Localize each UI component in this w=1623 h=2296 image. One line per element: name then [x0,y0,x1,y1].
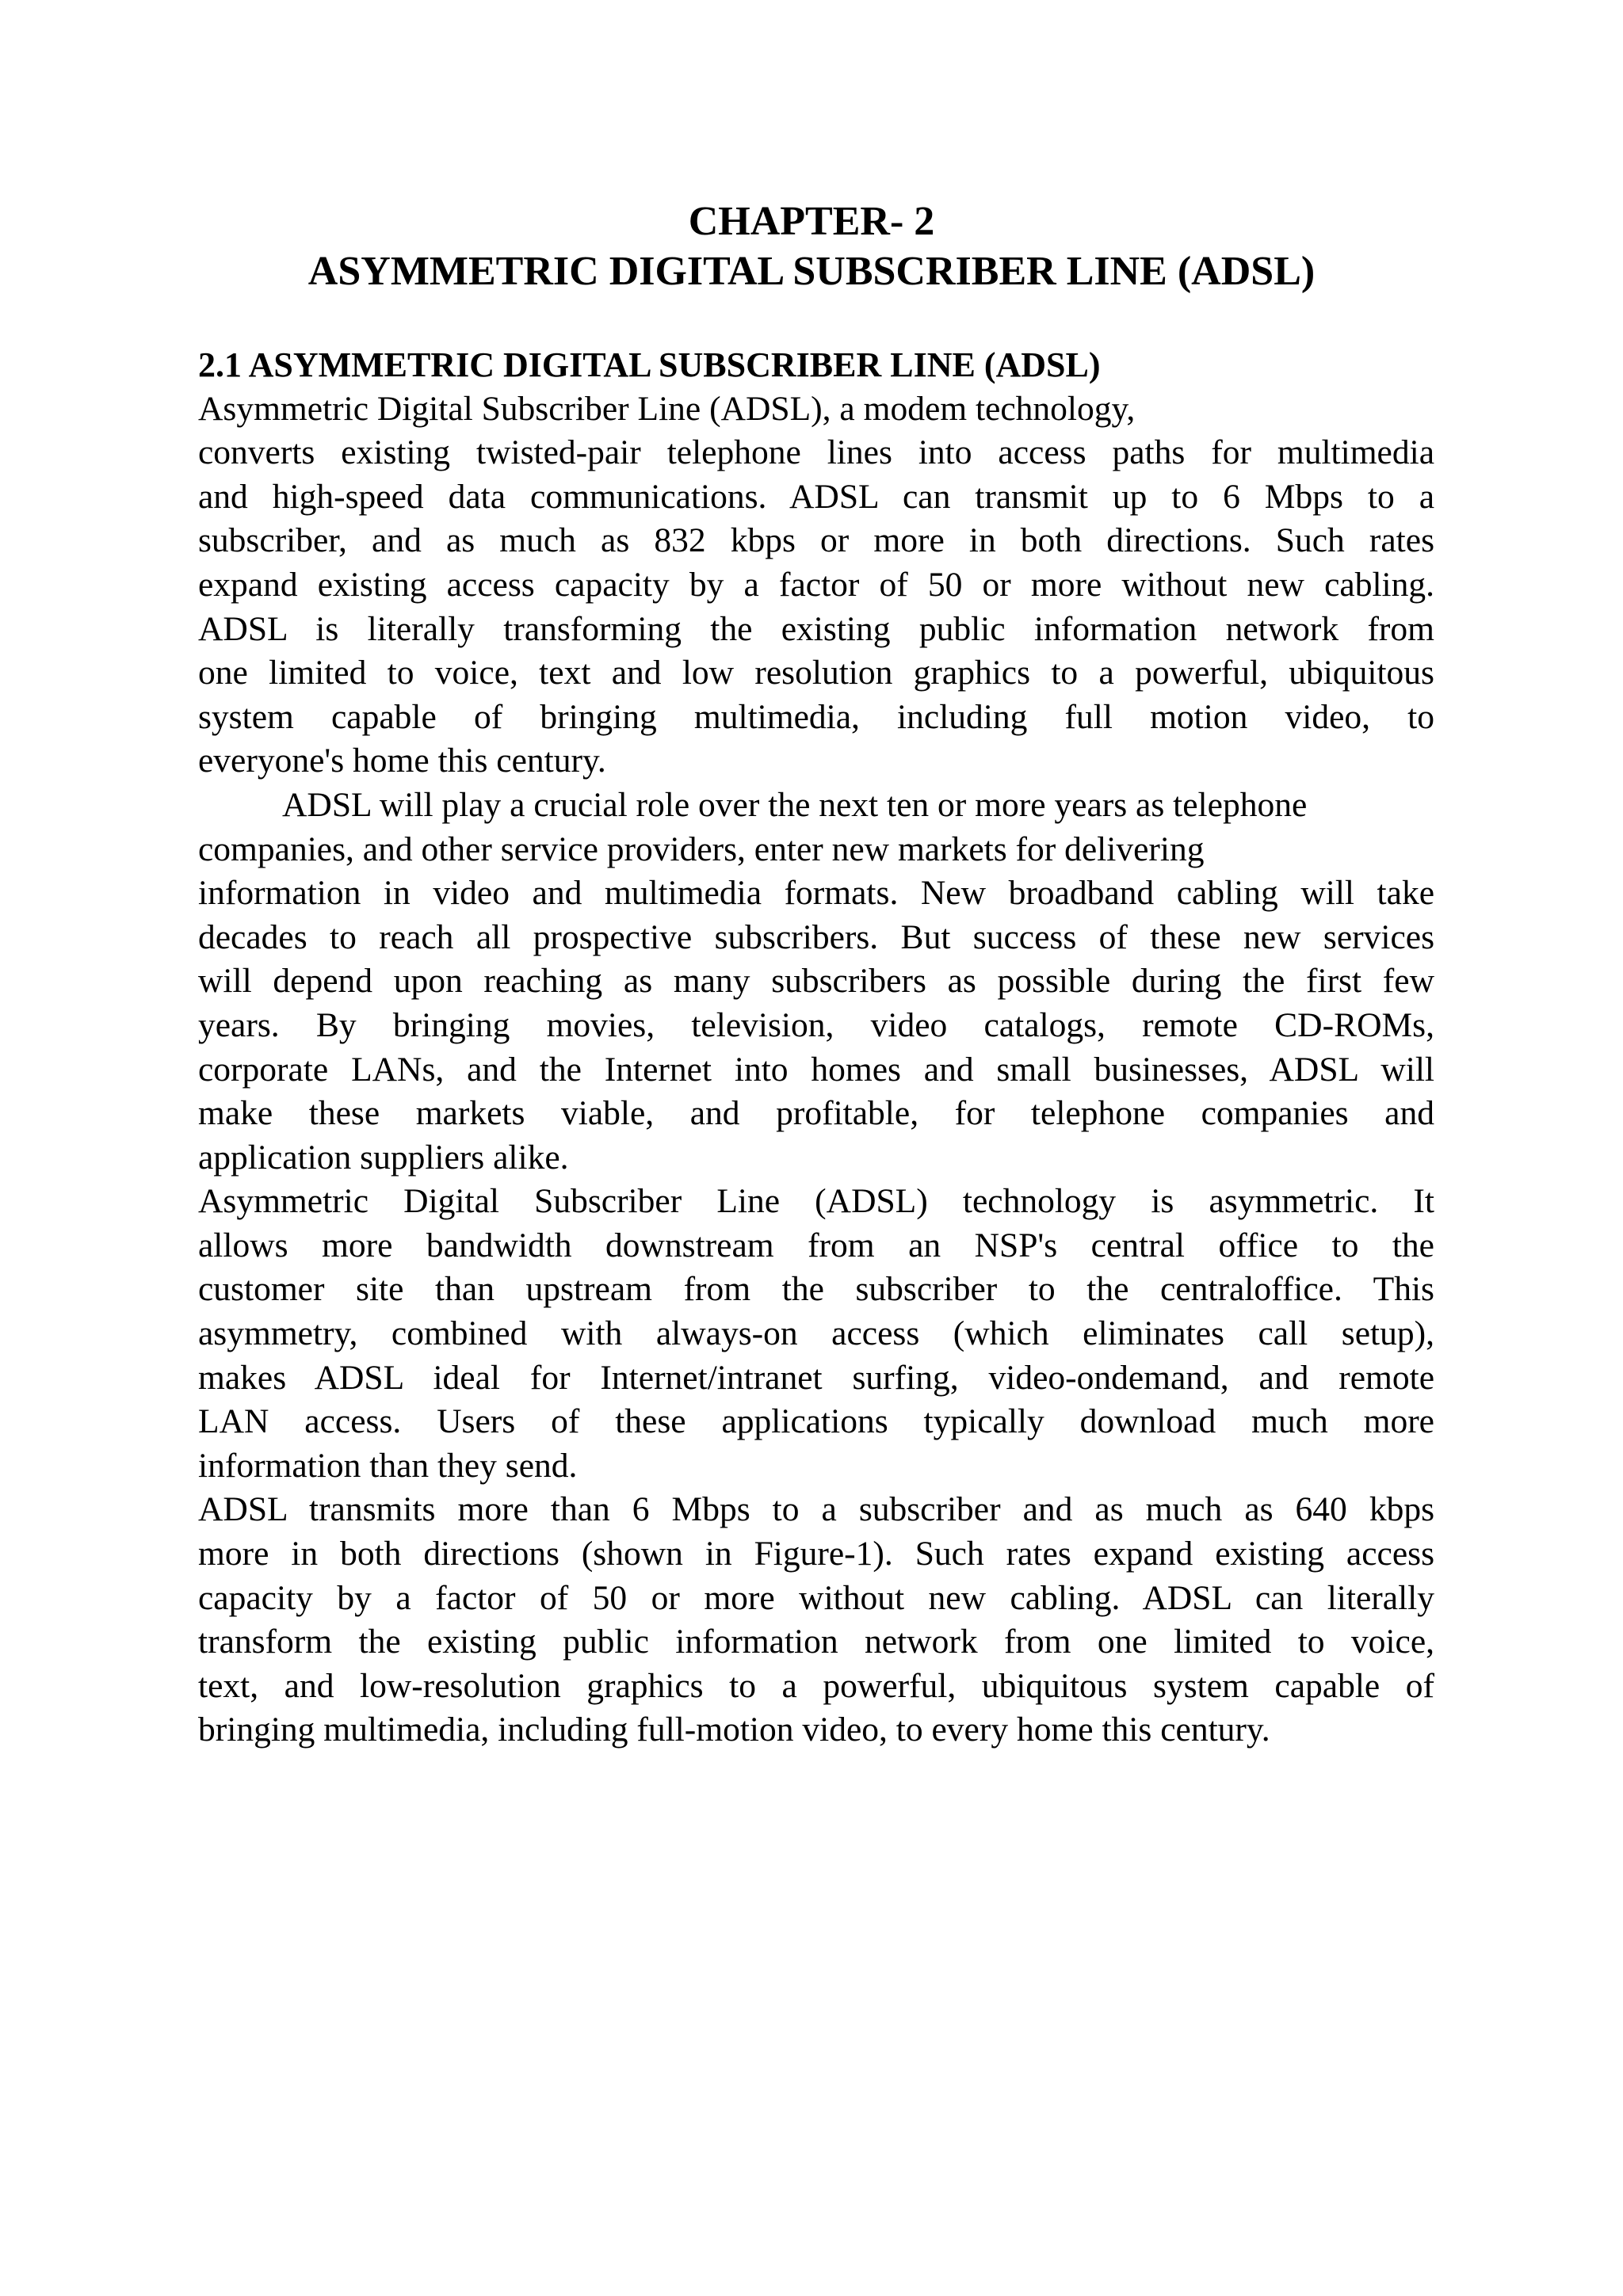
text-line: more in both directions (shown in Figure-1). Such rates expand existing access [198,1535,1434,1573]
text-line: Asymmetric Digital Subscriber Line (ADSL) technology is asymmetric. It [198,1182,1434,1221]
text-line: makes ADSL ideal for Internet/intranet surfing, video-ondemand, and remote [198,1358,1434,1397]
text-line: ADSL is literally transforming the existing public information network from [198,609,1434,648]
text-line: make these markets viable, and profitable, for telephone companies and [198,1094,1434,1133]
chapter-header [0,196,1623,296]
text-line: expand existing access capacity by a factor of 50 or more without new cabling. [198,565,1434,604]
text-line: companies, and other service providers, enter new markets for delivering [198,830,1205,868]
text-line: ADSL transmits more than 6 Mbps to a subscriber and as much as 640 kbps [198,1490,1434,1529]
text-line: everyone's home this century. [198,742,606,780]
text-line: years. By bringing movies, television, video catalogs, remote CD-ROMs, [198,1005,1434,1044]
text-line: allows more bandwidth downstream from an NSP's central office to the [198,1226,1434,1264]
text-line: text, and low-resolution graphics to a powerful, ubiquitous system capable of [198,1666,1434,1705]
text-line: capacity by a factor of 50 or more without new cabling. ADSL can literally [198,1578,1434,1617]
body-text [198,387,1434,1753]
section-heading: 2.1 ASYMMETRIC DIGITAL SUBSCRIBER LINE (ADSL) [198,345,1101,384]
text-line: converts existing twisted-pair telephone lines into access paths for multimedia [198,433,1434,472]
text-line: customer site than upstream from the subscriber to the centraloffice. This [198,1270,1434,1309]
text-line: asymmetry, combined with always-on access (which eliminates call setup), [198,1314,1434,1353]
text-line: decades to reach all prospective subscribers. But success of these new services [198,917,1434,956]
text-line: ADSL will play a crucial role over the next ten or more years as telephone [282,785,1308,824]
text-line: will depend upon reaching as many subscribers as possible during the first few [198,962,1434,1001]
text-line: application suppliers alike. [198,1138,569,1177]
text-line: LAN access. Users of these applications typically download much more [198,1402,1434,1441]
text-line: one limited to voice, text and low resolution graphics to a powerful, ubiquitous [198,654,1434,692]
text-line: information than they send. [198,1446,578,1485]
text-line: information in video and multimedia formats. New broadband cabling will take [198,874,1434,913]
text-line: system capable of bringing multimedia, including full motion video, to [198,697,1434,736]
text-line: and high-speed data communications. ADSL can transmit up to 6 Mbps to a [198,477,1434,516]
text-line: bringing multimedia, including full-motion video, to every home this century. [198,1711,1270,1749]
text-line: Asymmetric Digital Subscriber Line (ADSL), a modem technology, [198,389,1136,428]
chapter-label: CHAPTER- 2 [688,199,935,244]
text-line: subscriber, and as much as 832 kbps or more in both directions. Such rates [198,521,1434,560]
text-line: transform the existing public information network from one limited to voice, [198,1623,1434,1661]
body-content [198,343,1434,1753]
text-line: corporate LANs, and the Internet into homes and small businesses, ADSL will [198,1050,1434,1089]
chapter-title: ASYMMETRIC DIGITAL SUBSCRIBER LINE (ADSL) [307,249,1316,294]
